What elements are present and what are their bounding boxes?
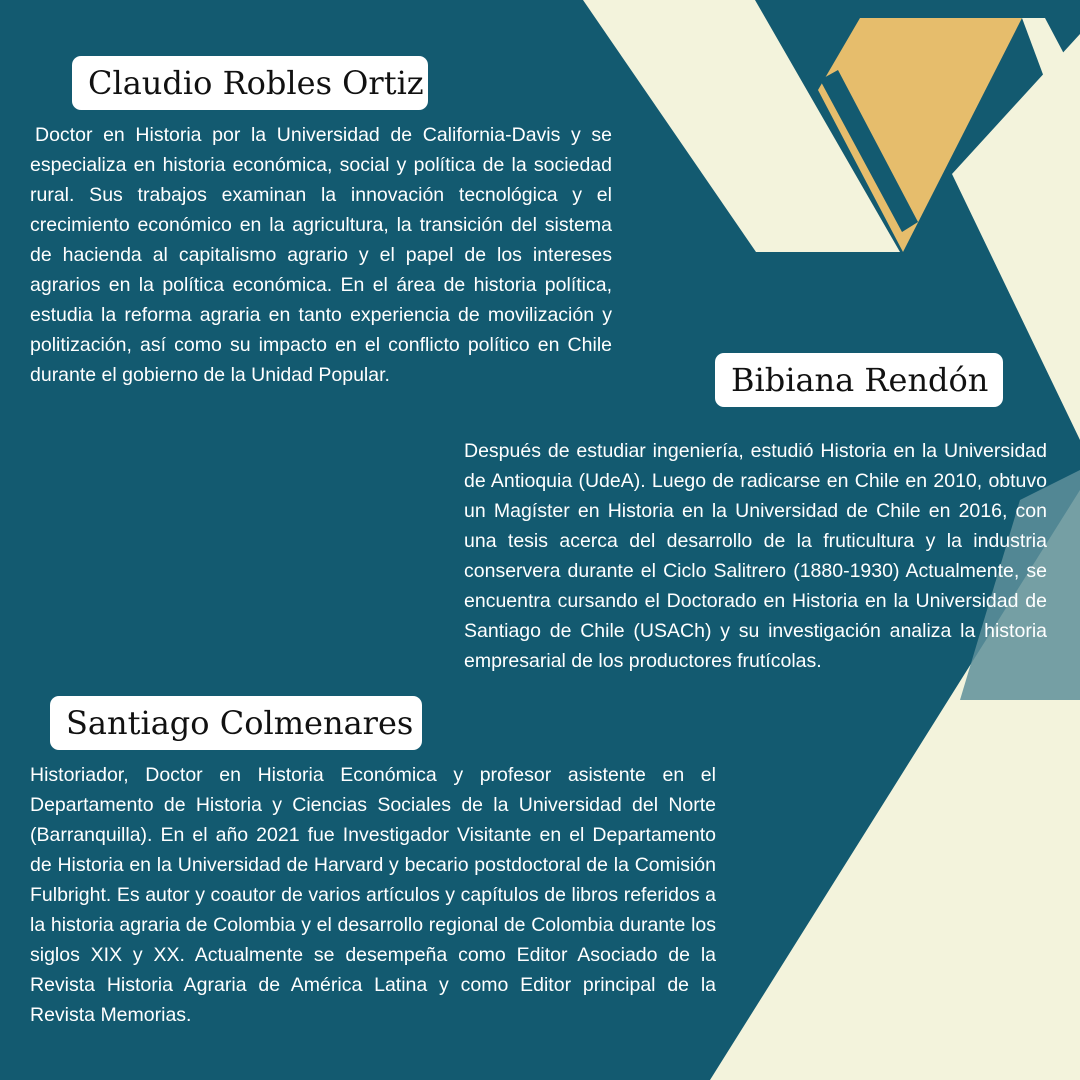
name-card-santiago-colmenares: Santiago Colmenares [50, 696, 422, 750]
bio-santiago-colmenares: Historiador, Doctor en Historia Económica y profesor asistente en el Departamento de Historia y Ciencias Sociales de la Universidad del Norte (Barranquilla). En el año 2021 fue Investigador Visitante en el Departamento de Historia en la Universidad de Harvard y becario postdoctoral de la Comisión Fulbright. Es autor y coautor de varios artículos y capítulos de libros referidos a la historia agraria de Colombia y el desarrollo regional de Colombia durante los siglos XIX y XX. Actualmente se desempeña como Editor Asociado de la Revista Historia Agraria de América Latina y como Editor principal de la Revista Memorias. [30, 764, 716, 1026]
bio-bibiana-rendon: Después de estudiar ingeniería, estudió Historia en la Universidad de Antioquia (UdeA). Luego de radicarse en Chile en 2010, obtuvo un Magíster en Historia en la Universidad de Chile en 2016, con una tesis acerca del desarrollo de la fruticultura y la industria conservera durante el Ciclo Salitrero (1880-1930) Actualmente, se encuentra cursando el Doctorado en Historia en la Universidad de Santiago de Chile (USACh) y su investigación analiza la historia empresarial de los productores frutícolas. [464, 440, 1047, 672]
name-card-claudio-robles-ortiz: Claudio Robles Ortiz [72, 56, 428, 110]
bio-claudio-robles-ortiz: Doctor en Historia por la Universidad de California-Davis y se especializa en historia económica, social y política de la sociedad rural. Sus trabajos examinan la innovación tecnológica y el crecimiento económico en la agricultura, la transición del sistema de hacienda al capitalismo agrario y el papel de los intereses agrarios en la política económica. En el área de historia política, estudia la reforma agraria en tanto experiencia de movilización y politización, así como su impacto en el conflicto político en Chile durante el gobierno de la Unidad Popular. [30, 124, 612, 386]
name-card-bibiana-rendon: Bibiana Rendón [715, 353, 1003, 407]
